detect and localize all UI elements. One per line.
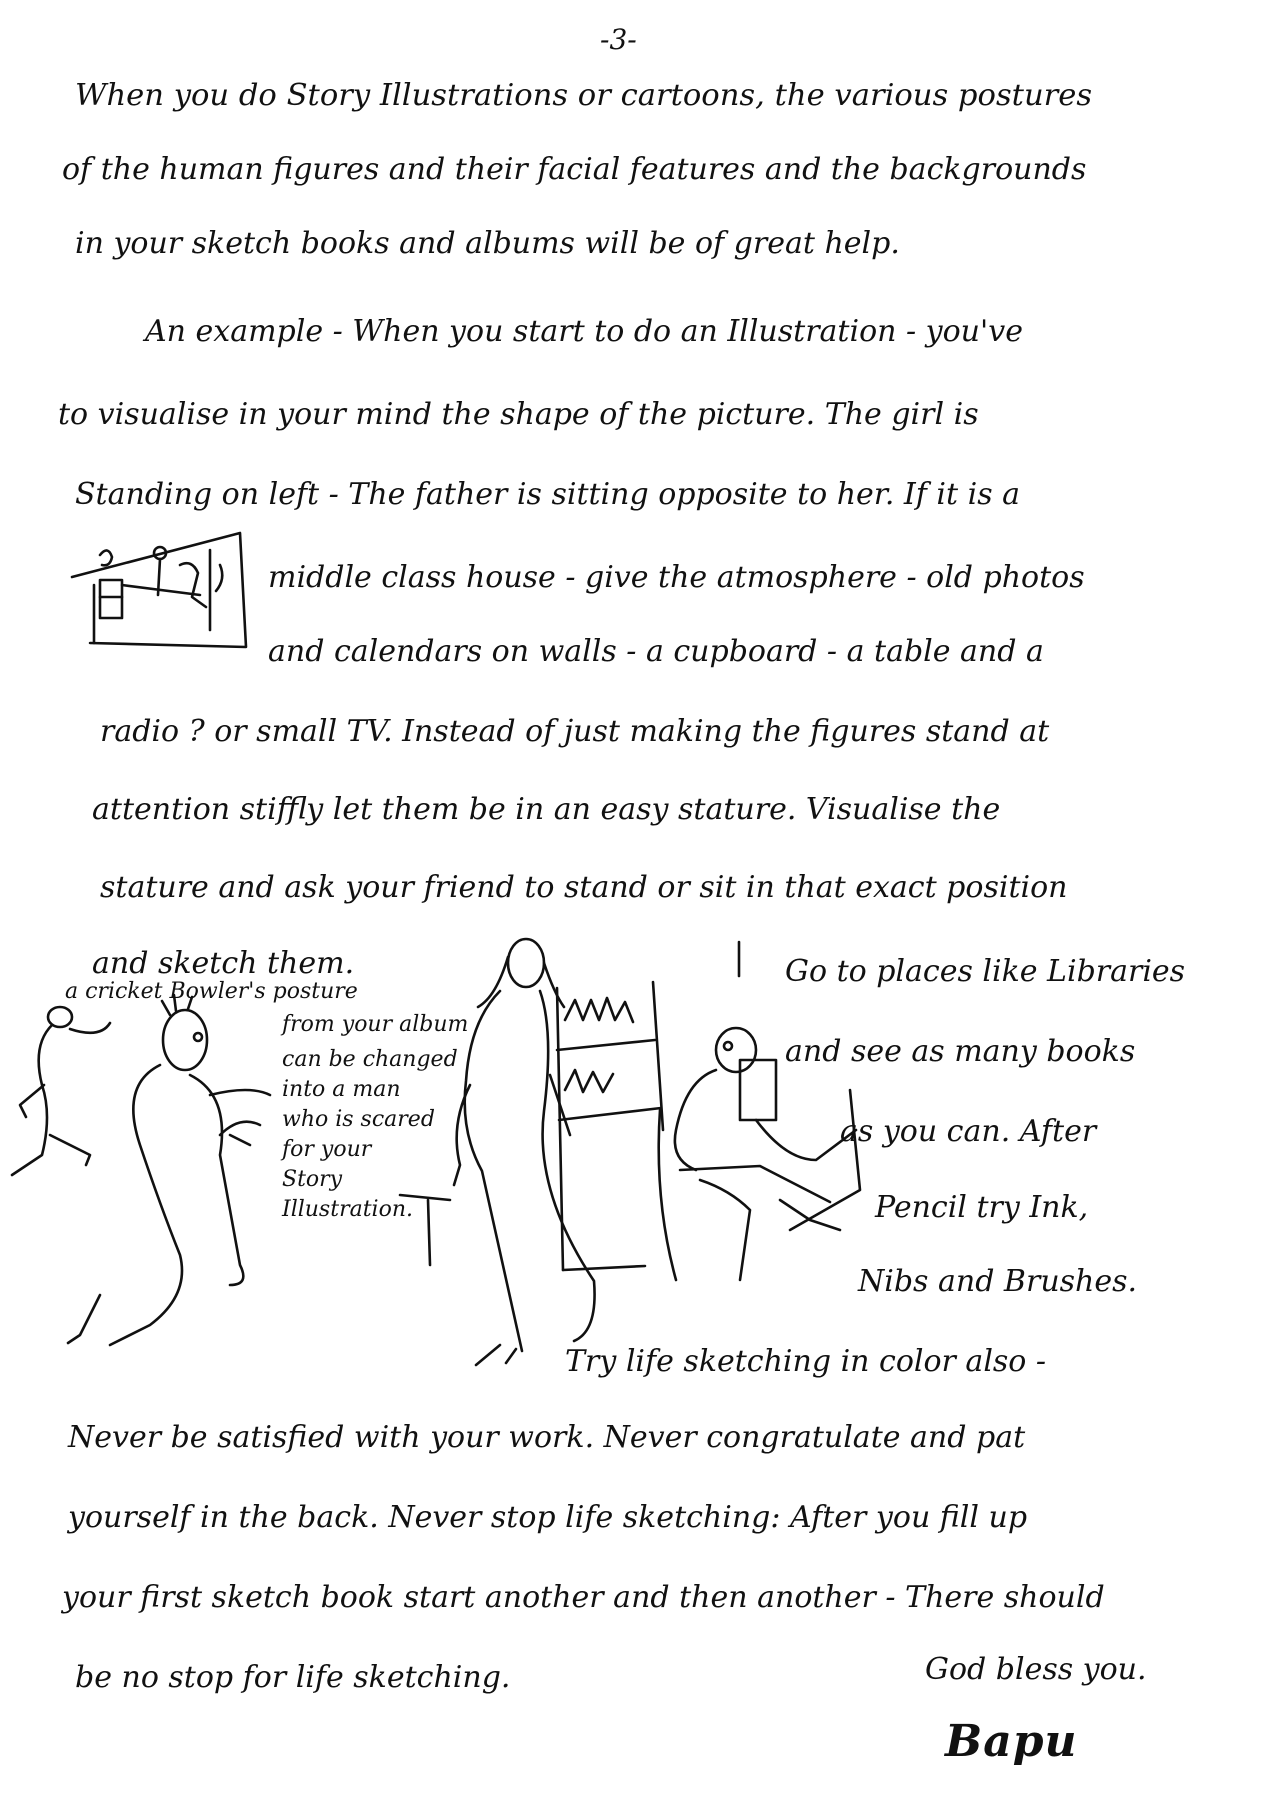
text-line-17: Nibs and Brushes. — [858, 1264, 1138, 1299]
text-line-2: of the human figures and their facial features and the backgrounds — [62, 152, 1087, 187]
text-line-9: radio ? or small TV. Instead of just making the figures stand at — [100, 714, 1050, 749]
text-line-7: middle class house - give the atmosphere - old photos — [268, 560, 1085, 595]
caption-line-6: for your — [282, 1137, 372, 1162]
text-line-5: to visualise in your mind the shape of the picture. The girl is — [58, 397, 979, 432]
text-line-22: be no stop for life sketching. — [75, 1660, 511, 1695]
closing-line: God bless you. — [925, 1652, 1147, 1687]
text-line-15: as you can. After — [840, 1114, 1097, 1149]
text-line-21: your first sketch book start another and then another - There should — [62, 1580, 1105, 1615]
text-line-19: Never be satisfied with your work. Never congratulate and pat — [68, 1420, 1026, 1455]
text-line-3: in your sketch books and albums will be of great help. — [75, 226, 900, 261]
text-line-12: and sketch them. — [92, 946, 355, 981]
text-line-18: Try life sketching in color also - — [565, 1344, 1047, 1379]
caption-line-7: Story — [282, 1167, 343, 1192]
text-line-16: Pencil try Ink, — [875, 1190, 1089, 1225]
caption-line-1: a cricket Bowler's posture — [65, 979, 358, 1004]
text-line-1: When you do Story Illustrations or cartoons, the various postures — [75, 78, 1093, 113]
text-line-8: and calendars on walls - a cupboard - a table and a — [268, 634, 1044, 669]
text-line-6: Standing on left - The father is sitting opposite to her. If it is a — [75, 477, 1021, 512]
caption-line-5: who is scared — [282, 1107, 435, 1132]
scared-man-sketch — [10, 995, 280, 1360]
text-line-4: An example - When you start to do an Illustration - you've — [145, 314, 1023, 349]
page-number: -3- — [600, 23, 637, 56]
caption-line-2: from your album — [282, 1012, 469, 1037]
text-line-14: and see as many books — [785, 1034, 1136, 1069]
caption-line-3: can be changed — [282, 1047, 458, 1072]
room-thumbnail-sketch — [60, 525, 260, 660]
text-line-20: yourself in the back. Never stop life sketching: After you fill up — [68, 1500, 1028, 1535]
divider-stroke — [735, 940, 745, 980]
text-line-11: stature and ask your friend to stand or sit in that exact position — [100, 870, 1068, 905]
caption-line-4: into a man — [282, 1077, 401, 1102]
text-line-13: Go to places like Libraries — [785, 954, 1186, 989]
signature: Bapu — [945, 1716, 1078, 1767]
text-line-10: attention stiffly let them be in an easy stature. Visualise the — [92, 792, 1001, 827]
caption-line-8: Illustration. — [282, 1197, 413, 1222]
seated-man-sketch — [640, 1020, 870, 1290]
